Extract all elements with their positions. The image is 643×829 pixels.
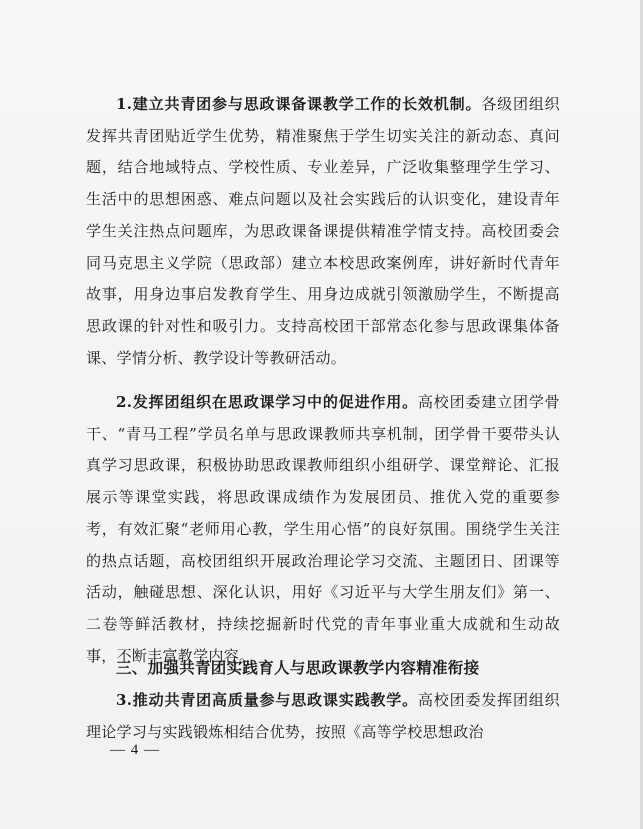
body-text-middle [86,387,560,672]
paragraph-1-lead: 1.建立共青团参与思政课备课教学工作的长效机制。 [116,95,482,113]
section-heading: 三、加强共青团实践育人与思政课教学内容精准衔接 [116,659,480,677]
body-text-lower [86,685,560,748]
paragraph-3 [86,685,560,748]
body-text-upper [86,89,560,374]
page-number: — 4 — [110,742,160,758]
paragraph-2-lead: 2.发挥团组织在思政课学习中的促进作用。 [116,393,418,411]
paragraph-1-text: 各级团组织发挥共青团贴近学生优势，精准聚焦于学生切实关注的新动态、真问题，结合地域特点、学校性质、专业差异，广泛收集整理学生学习、生活中的思想困惑、难点问题以及社会实践后的认识变化，建设青年学生关注热点问题库，为思政课备课提供精准学情支持。高校团委会同马克思主义学院（思政部）建立本校思政案例库，讲好新时代青年故事，用身边事启发教育学生、用身边成就引领激励学生，不断提高思政课的针对性和吸引力。支持高校团干部常态化参与思政课集体备课、学情分析、教学设计等教研活动。 [86,95,560,367]
paragraph-3-lead: 3.推动共青团高质量参与思政课实践教学。 [116,691,418,709]
paragraph-3-text: 高校团委发挥团组织理论学习与实践锻炼相结合优势，按照《高等学校思想政治 [86,691,560,741]
paragraph-2 [86,387,560,672]
paragraph-1 [86,89,560,374]
paragraph-2-text: 高校团委建立团学骨干、“青马工程”学员名单与思政课教师共享机制，团学骨干要带头认真学习思政课，积极协助思政课教师组织小组研学、课堂辩论、汇报展示等课堂实践，将思政课成绩作为发展团员、推优入党的重要参考，有效汇聚“老师用心教，学生用心悟”的良好氛围。围绕学生关注的热点话题，高校团组织开展政治理论学习交流、主题团日、团课等活动，触碰思想、深化认识，用好《习近平与大学生朋友们》第一、二卷等鲜活教材，持续挖掘新时代党的青年事业重大成就和生动故事，不断丰富教学内容。 [86,393,560,665]
